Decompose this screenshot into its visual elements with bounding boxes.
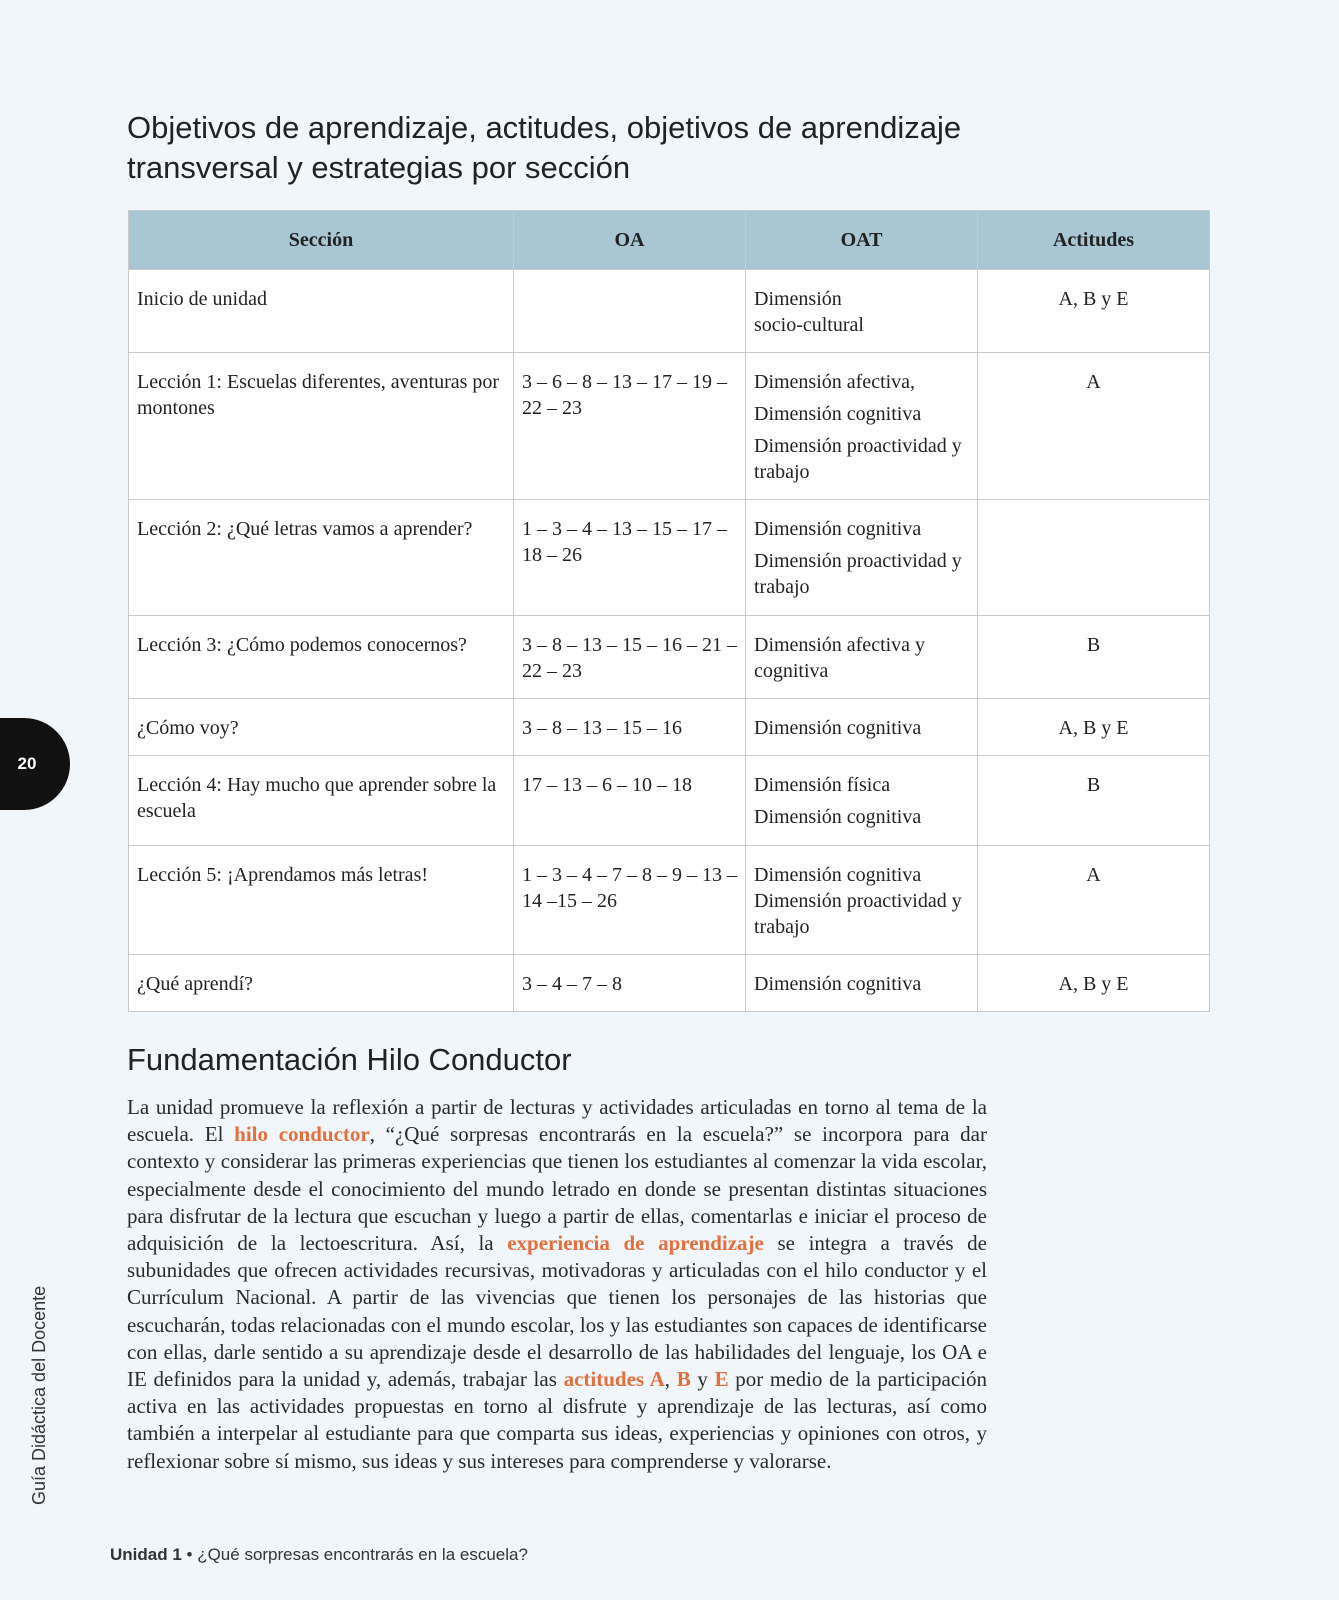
table-header-row	[129, 211, 1210, 270]
footer	[110, 1545, 528, 1565]
cell-oat	[746, 616, 978, 699]
header-actitudes: Actitudes	[978, 211, 1210, 270]
oat-line: Dimensión cognitiva	[754, 518, 922, 540]
cell-actitudes	[978, 500, 1210, 616]
table-row	[129, 699, 1210, 756]
cell-actitudes: A, B y E	[978, 699, 1210, 756]
cell-seccion: Lección 2: ¿Qué letras vamos a aprender?	[129, 500, 514, 616]
para-text: La unidad promueve la reflexión a partir de lecturas y actividades articuladas en torno al tema de la escuela. El	[127, 1095, 987, 1147]
title-line-2: transversal y estrategias por sección	[127, 150, 631, 185]
header-oa: OA	[514, 211, 746, 270]
cell-seccion: Lección 5: ¡Aprendamos más letras!	[129, 846, 514, 955]
cell-seccion: Lección 4: Hay mucho que aprender sobre la escuela	[129, 756, 514, 846]
highlight-actitudes-a: actitudes A	[563, 1367, 665, 1392]
cell-actitudes: A, B y E	[978, 955, 1210, 1012]
cell-oat	[746, 500, 978, 616]
oat-line: Dimensión afectiva y cognitiva	[754, 634, 926, 682]
page-title	[127, 108, 1127, 188]
cell-seccion: ¿Qué aprendí?	[129, 955, 514, 1012]
cell-oat	[746, 699, 978, 756]
header-seccion: Sección	[129, 211, 514, 270]
oat-line: Dimensión física	[754, 774, 891, 796]
cell-oat	[746, 756, 978, 846]
table-row	[129, 270, 1210, 353]
cell-oa: 3 – 8 – 13 – 15 – 16 – 21 – 22 – 23	[514, 616, 746, 699]
table-row	[129, 756, 1210, 846]
body-paragraph	[127, 1094, 987, 1475]
oat-line: Dimensión cognitiva	[754, 864, 922, 886]
cell-oa: 1 – 3 – 4 – 13 – 15 – 17 – 18 – 26	[514, 500, 746, 616]
para-text: ,	[664, 1367, 677, 1392]
highlight-b: B	[676, 1367, 691, 1392]
cell-actitudes: B	[978, 616, 1210, 699]
footer-bullet: •	[181, 1545, 198, 1564]
cell-oa: 1 – 3 – 4 – 7 – 8 – 9 – 13 – 14 –15 – 26	[514, 846, 746, 955]
cell-oa: 17 – 13 – 6 – 10 – 18	[514, 756, 746, 846]
cell-seccion: Inicio de unidad	[129, 270, 514, 353]
oat-line: Dimensión cognitiva	[754, 973, 922, 995]
objectives-table	[128, 210, 1210, 1012]
oat-line: Dimensión proactividad y trabajo	[754, 890, 962, 938]
para-text: se integra a través de subunidades que ofrecen actividades recursivas, motivadoras y articuladas con el hilo conductor y el Currículum Nacional. A partir de las vivencias que tienen los personajes de las historias que escucharán, todas relacionadas con el mundo escolar, los y las estudiantes son capaces de identificarse con ellas, darle sentido a su aprendizaje desde el desarrollo de las habilidades del lenguaje, los OA e IE definidos para la unidad y, además, trabajar las	[127, 1231, 987, 1392]
table-row	[129, 500, 1210, 616]
oat-line: Dimensión proactividad y trabajo	[754, 550, 962, 598]
cell-oat	[746, 955, 978, 1012]
cell-oa: 3 – 6 – 8 – 13 – 17 – 19 – 22 – 23	[514, 353, 746, 500]
oat-line: Dimensión socio-cultural	[754, 288, 864, 336]
footer-title: ¿Qué sorpresas encontrarás en la escuela?	[197, 1545, 528, 1564]
page-number-tab	[0, 718, 70, 810]
cell-actitudes: A, B y E	[978, 270, 1210, 353]
section-title: Fundamentación Hilo Conductor	[127, 1042, 572, 1077]
highlight-hilo-conductor: hilo conductor	[234, 1122, 370, 1147]
oat-line: Dimensión cognitiva	[754, 806, 922, 828]
cell-oat	[746, 270, 978, 353]
cell-actitudes: A	[978, 353, 1210, 500]
para-text: y	[690, 1367, 715, 1392]
cell-actitudes: B	[978, 756, 1210, 846]
oat-line: Dimensión cognitiva	[754, 717, 922, 739]
cell-seccion: Lección 3: ¿Cómo podemos conocernos?	[129, 616, 514, 699]
para-text: , “¿Qué sorpresas encontrarás en la escuela?” se incorpora para dar contexto y considerar las primeras experiencias que tienen los estudiantes al comenzar la vida escolar, especialmente desde el conocimiento del mundo letrado en donde se presentan distintas situaciones para disfrutar de la lectura que escuchan y luego a partir de ellas, comentarlas e iniciar el proceso de adquisición de la lectoescritura. Así, la	[127, 1122, 987, 1256]
cell-oat	[746, 353, 978, 500]
table-row	[129, 616, 1210, 699]
cell-seccion: Lección 1: Escuelas diferentes, aventuras por montones	[129, 353, 514, 500]
cell-actitudes: A	[978, 846, 1210, 955]
oat-line: Dimensión proactividad y trabajo	[754, 435, 962, 483]
title-line-1: Objetivos de aprendizaje, actitudes, objetivos de aprendizaje	[127, 110, 962, 145]
oat-line: Dimensión cognitiva	[754, 403, 922, 425]
footer-unit: Unidad 1	[110, 1545, 182, 1564]
table-row	[129, 353, 1210, 500]
cell-seccion: ¿Cómo voy?	[129, 699, 514, 756]
oat-line: Dimensión afectiva,	[754, 371, 916, 393]
page-number: 20	[17, 754, 37, 773]
side-label: Guía Didáctica del Docente	[29, 1285, 49, 1505]
cell-oa: 3 – 4 – 7 – 8	[514, 955, 746, 1012]
cell-oa: 3 – 8 – 13 – 15 – 16	[514, 699, 746, 756]
highlight-e: E	[714, 1367, 729, 1392]
table-row	[129, 955, 1210, 1012]
cell-oat	[746, 846, 978, 955]
highlight-experiencia: experiencia de aprendizaje	[507, 1231, 764, 1256]
para-text: por medio de la participación activa en las actividades propuestas en torno al disfrute y aprendizaje de las lecturas, así como también a interpelar al estudiante para que comparta sus ideas, experiencias y opiniones con otros, y reflexionar sobre sí mismo, sus ideas y sus intereses para comprenderse y valorarse.	[127, 1367, 988, 1473]
cell-oa	[514, 270, 746, 353]
header-oat: OAT	[746, 211, 978, 270]
table-row	[129, 846, 1210, 955]
